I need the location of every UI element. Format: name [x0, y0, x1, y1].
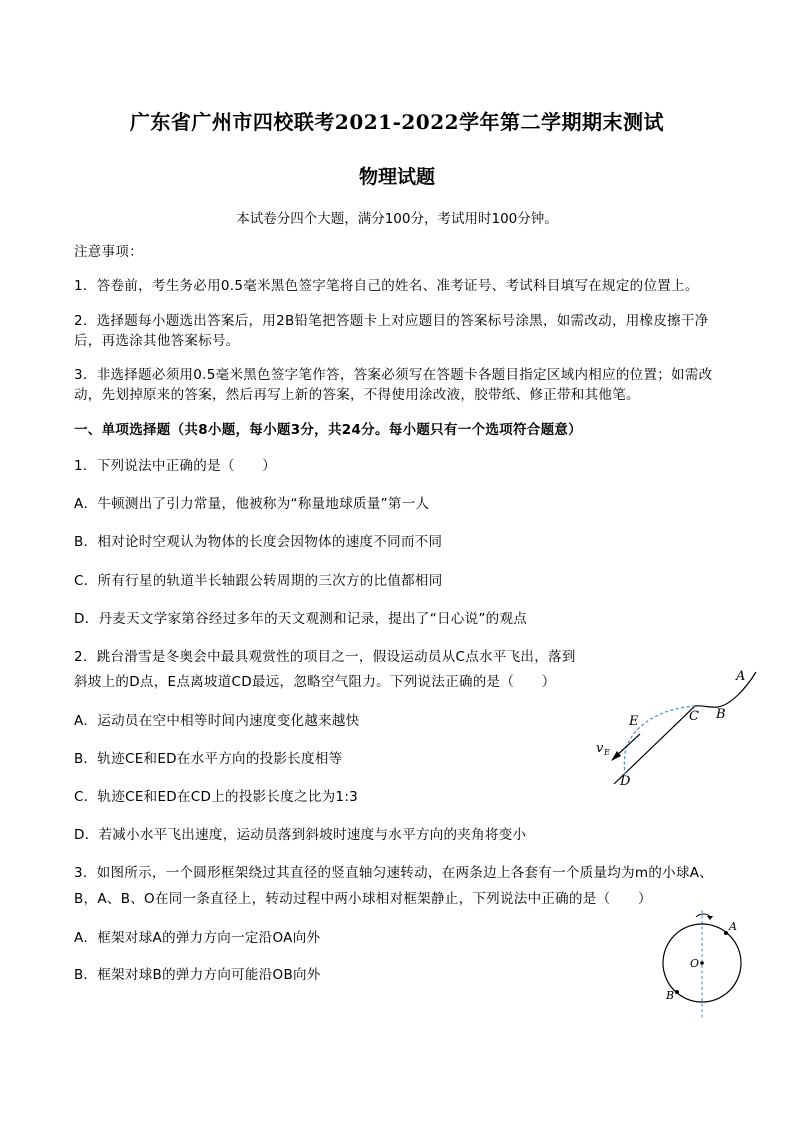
q1-option-a: A．牛顿测出了引力常量，他被称为“称量地球质量”第一人	[74, 496, 430, 512]
note-3-line-2: 动，先划掉原来的答案，然后再写上新的答案，不得使用涂改液，胶带纸、修正带和其他笔。	[74, 387, 640, 403]
label-b: B	[666, 989, 675, 1002]
q2-option-c: C．轨迹CE和ED在CD上的投影长度之比为1:3	[74, 789, 359, 805]
note-3-line-1: 3．非选择题必须用0.5毫米黑色签字笔作答，答案必须写在答题卡各题目指定区域内相应的位置；如需改	[74, 367, 713, 383]
label-o: O	[690, 957, 700, 970]
label-v: v	[596, 741, 604, 756]
label-d: D	[620, 774, 631, 789]
note-2-line-2: 后，再选涂其他答案标号。	[74, 333, 240, 349]
q1-option-d: D．丹麦天文学家第谷经过多年的天文观测和记录，提出了“日心说”的观点	[74, 611, 528, 627]
q1-stem: 1．下列说法中正确的是（ ）	[74, 458, 277, 474]
note-1: 1．答卷前，考生务必用0.5毫米黑色签字笔将自己的姓名、准考证号、考试科目填写在规定的位置上。	[74, 278, 699, 294]
section-1-heading: 一、单项选择题（共8小题，每小题3分，共24分。每小题只有一个选项符合题意）	[74, 422, 582, 438]
q3-rotating-frame-figure	[650, 908, 760, 1023]
q2-stem-line-1: 2．跳台滑雪是冬奥会中最具观赏性的项目之一，假设运动员从C点水平飞出，落到	[74, 649, 576, 665]
ball-a	[724, 931, 728, 935]
rotation-arrowhead	[707, 916, 713, 920]
q2-option-a: A．运动员在空中相等时间内速度变化越来越快	[74, 713, 360, 729]
ball-b	[675, 990, 679, 994]
center-o-dot	[700, 961, 704, 965]
q1-option-b: B．相对论时空观认为物体的长度会因物体的速度不同而不同	[74, 534, 443, 550]
q2-option-d: D．若减小水平飞出速度，运动员落到斜坡时速度与水平方向的夹角将变小	[74, 827, 527, 843]
q3-option-a: A．框架对球A的弹力方向一定沿OA向外	[74, 930, 321, 946]
notes-heading: 注意事项：	[74, 244, 143, 260]
q3-option-b: B．框架对球B的弹力方向可能沿OB向外	[74, 967, 321, 983]
label-c: C	[689, 709, 699, 724]
exam-title: 广东省广州市四校联考2021-2022学年第二学期期末测试	[129, 110, 665, 134]
note-2-line-1: 2．选择题每小题选出答案后，用2B铅笔把答题卡上对应题目的答案标号涂黑，如需改动，用橡皮擦干净	[74, 313, 709, 329]
q3-stem-line-1: 3．如图所示，一个圆形框架绕过其直径的竖直轴匀速转动，在两条边上各套有一个质量均为m的小球A、	[74, 865, 714, 881]
q2-stem-line-2: 斜坡上的D点，E点离坡道CD最远，忽略空气阻力。下列说法正确的是（ ）	[74, 674, 556, 690]
exam-intro: 本试卷分四个大题，满分100分，考试用时100分钟。	[236, 211, 558, 227]
q3-stem-line-2: B，A、B、O在同一条直径上，转动过程中两小球相对框架静止，下列说法中正确的是（ ）	[74, 891, 652, 907]
q2-option-b: B．轨迹CE和ED在水平方向的投影长度相等	[74, 751, 343, 767]
label-b: B	[716, 707, 726, 722]
label-a: A	[729, 920, 737, 933]
exam-subtitle: 物理试题	[358, 166, 435, 188]
label-a: A	[736, 669, 746, 684]
label-e: E	[629, 714, 639, 729]
q2-ski-slope-figure	[580, 660, 780, 795]
q1-option-c: C．所有行星的轨道半长轴跟公转周期的三次方的比值都相同	[74, 573, 443, 589]
label-v-subscript: E	[604, 748, 610, 757]
